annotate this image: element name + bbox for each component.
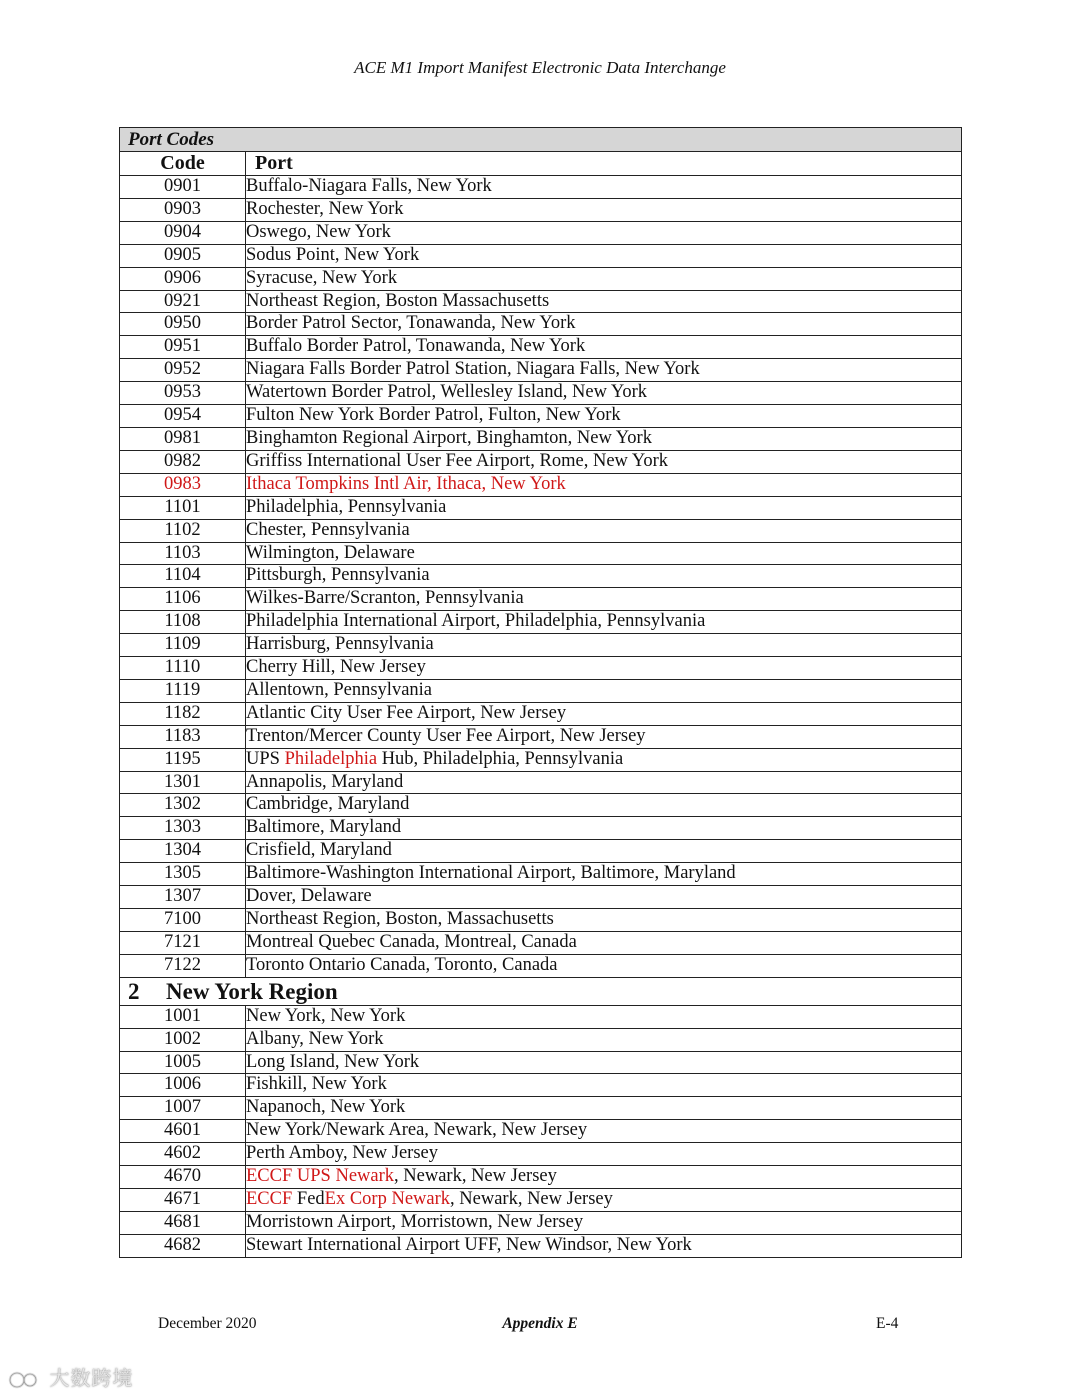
port-code-cell: 1305 xyxy=(120,863,246,886)
port-code-cell: 0950 xyxy=(120,313,246,336)
port-name-cell: Fishkill, New York xyxy=(246,1074,962,1097)
table-row xyxy=(120,611,962,634)
table-row xyxy=(120,657,962,680)
port-code-cell: 0982 xyxy=(120,450,246,473)
table-title-row xyxy=(120,128,962,152)
port-codes-table xyxy=(119,127,962,1258)
port-name-cell: New York, New York xyxy=(246,1005,962,1028)
port-code-cell: 0981 xyxy=(120,427,246,450)
port-name-cell: Harrisburg, Pennsylvania xyxy=(246,634,962,657)
watermark-logo-icon xyxy=(8,1369,42,1391)
port-name-cell: Baltimore-Washington International Airport, Baltimore, Maryland xyxy=(246,863,962,886)
port-name-segment: ECCF UPS Newark xyxy=(246,1166,395,1187)
port-name-cell: Albany, New York xyxy=(246,1028,962,1051)
port-name-cell: Niagara Falls Border Patrol Station, Niagara Falls, New York xyxy=(246,359,962,382)
port-code-cell: 7122 xyxy=(120,954,246,977)
port-code-cell: 1195 xyxy=(120,748,246,771)
port-code-cell: 4602 xyxy=(120,1143,246,1166)
port-name-cell: Perth Amboy, New Jersey xyxy=(246,1143,962,1166)
port-name-segment: Philadelphia xyxy=(284,748,378,769)
table-row xyxy=(120,1051,962,1074)
table-row xyxy=(120,1166,962,1189)
port-name-cell: Oswego, New York xyxy=(246,221,962,244)
port-name-cell: Pittsburgh, Pennsylvania xyxy=(246,565,962,588)
table-row xyxy=(120,1211,962,1234)
port-code-cell: 0952 xyxy=(120,359,246,382)
port-code-cell: 1007 xyxy=(120,1097,246,1120)
port-name-segment: UPS xyxy=(246,748,285,769)
port-name-cell: Buffalo-Niagara Falls, New York xyxy=(246,176,962,199)
port-code-cell: 1102 xyxy=(120,519,246,542)
port-name-cell: Wilmington, Delaware xyxy=(246,542,962,565)
port-name-cell: Sodus Point, New York xyxy=(246,244,962,267)
port-code-cell: 4601 xyxy=(120,1120,246,1143)
port-name-cell: Northeast Region, Boston, Massachusetts xyxy=(246,909,962,932)
table-row xyxy=(120,1143,962,1166)
port-name-cell: Dover, Delaware xyxy=(246,886,962,909)
table-row xyxy=(120,176,962,199)
region-number: 2 xyxy=(128,978,140,1004)
port-name-cell: Allentown, Pennsylvania xyxy=(246,679,962,702)
table-row xyxy=(120,450,962,473)
port-name-cell: Ithaca Tompkins Intl Air, Ithaca, New York xyxy=(246,473,962,496)
port-code-cell: 1304 xyxy=(120,840,246,863)
port-code-cell: 1104 xyxy=(120,565,246,588)
port-code-cell: 0905 xyxy=(120,244,246,267)
table-row xyxy=(120,1188,962,1211)
port-code-cell: 1183 xyxy=(120,725,246,748)
footer-page-number: E-4 xyxy=(876,1315,899,1332)
table-row xyxy=(120,427,962,450)
table-row xyxy=(120,588,962,611)
table-row xyxy=(120,336,962,359)
table-row xyxy=(120,473,962,496)
port-name-segment: Fed xyxy=(296,1188,325,1209)
port-code-cell: 1106 xyxy=(120,588,246,611)
port-code-cell: 1182 xyxy=(120,702,246,725)
port-name-cell: Long Island, New York xyxy=(246,1051,962,1074)
port-name-cell: Border Patrol Sector, Tonawanda, New York xyxy=(246,313,962,336)
port-code-cell: 1303 xyxy=(120,817,246,840)
table-row xyxy=(120,794,962,817)
table-row xyxy=(120,1097,962,1120)
table-row xyxy=(120,954,962,977)
port-code-cell: 1108 xyxy=(120,611,246,634)
port-code-cell: 7100 xyxy=(120,909,246,932)
port-name-cell: Annapolis, Maryland xyxy=(246,771,962,794)
table-row xyxy=(120,886,962,909)
port-code-cell: 1006 xyxy=(120,1074,246,1097)
port-name-cell: Atlantic City User Fee Airport, New Jersey xyxy=(246,702,962,725)
port-name-cell: Syracuse, New York xyxy=(246,267,962,290)
table-row xyxy=(120,359,962,382)
region-header-row xyxy=(120,977,962,1005)
port-code-cell: 4670 xyxy=(120,1166,246,1189)
port-name-cell: Griffiss International User Fee Airport, Rome, New York xyxy=(246,450,962,473)
table-row xyxy=(120,267,962,290)
port-code-cell: 1005 xyxy=(120,1051,246,1074)
port-code-cell: 7121 xyxy=(120,931,246,954)
column-header-row xyxy=(120,152,962,176)
port-name-cell: New York/Newark Area, Newark, New Jersey xyxy=(246,1120,962,1143)
table-row xyxy=(120,771,962,794)
port-name-cell: Baltimore, Maryland xyxy=(246,817,962,840)
table-row xyxy=(120,748,962,771)
table-row xyxy=(120,565,962,588)
port-name-cell: Toronto Ontario Canada, Toronto, Canada xyxy=(246,954,962,977)
table-row xyxy=(120,198,962,221)
table-row xyxy=(120,244,962,267)
port-name-segment: Ex Corp Newark xyxy=(324,1188,451,1209)
port-code-cell: 0951 xyxy=(120,336,246,359)
port-code-cell: 4682 xyxy=(120,1234,246,1257)
port-name-cell xyxy=(246,748,962,771)
region-name: New York Region xyxy=(166,978,338,1004)
port-name-segment: , Newark, New Jersey xyxy=(394,1166,557,1187)
table-row xyxy=(120,405,962,428)
table-row xyxy=(120,1028,962,1051)
port-name-cell: Crisfield, Maryland xyxy=(246,840,962,863)
port-name-cell: Trenton/Mercer County User Fee Airport, New Jersey xyxy=(246,725,962,748)
table-row xyxy=(120,313,962,336)
table-title: Port Codes xyxy=(120,128,962,152)
table-row xyxy=(120,290,962,313)
table-row xyxy=(120,634,962,657)
port-name-cell: Chester, Pennsylvania xyxy=(246,519,962,542)
port-code-cell: 1302 xyxy=(120,794,246,817)
port-name-cell: Cambridge, Maryland xyxy=(246,794,962,817)
table-row xyxy=(120,702,962,725)
column-header-port: Port xyxy=(246,152,962,176)
table-row xyxy=(120,542,962,565)
port-code-cell: 0906 xyxy=(120,267,246,290)
table-row xyxy=(120,519,962,542)
port-name-cell: Rochester, New York xyxy=(246,198,962,221)
port-name-cell: Watertown Border Patrol, Wellesley Island, New York xyxy=(246,382,962,405)
table-row xyxy=(120,1005,962,1028)
port-name-cell: Fulton New York Border Patrol, Fulton, New York xyxy=(246,405,962,428)
port-code-cell: 1101 xyxy=(120,496,246,519)
watermark xyxy=(8,1362,133,1391)
watermark-text: 大数跨境 xyxy=(49,1366,134,1390)
document-header-title: ACE M1 Import Manifest Electronic Data Interchange xyxy=(354,58,726,77)
port-code-cell: 0954 xyxy=(120,405,246,428)
table-row xyxy=(120,931,962,954)
port-name-segment: ECCF xyxy=(246,1188,297,1209)
port-name-cell: Stewart International Airport UFF, New Windsor, New York xyxy=(246,1234,962,1257)
port-code-cell: 1301 xyxy=(120,771,246,794)
port-code-cell: 0903 xyxy=(120,198,246,221)
table-row xyxy=(120,863,962,886)
port-name-segment: Hub, Philadelphia, Pennsylvania xyxy=(377,748,624,769)
port-name-cell: Buffalo Border Patrol, Tonawanda, New York xyxy=(246,336,962,359)
port-code-cell: 0983 xyxy=(120,473,246,496)
port-name-cell: Morristown Airport, Morristown, New Jersey xyxy=(246,1211,962,1234)
port-name-segment: , Newark, New Jersey xyxy=(450,1188,613,1209)
port-name-cell: Montreal Quebec Canada, Montreal, Canada xyxy=(246,931,962,954)
port-code-cell: 4681 xyxy=(120,1211,246,1234)
table-row xyxy=(120,1074,962,1097)
port-code-cell: 0953 xyxy=(120,382,246,405)
table-row xyxy=(120,1234,962,1257)
port-name-cell xyxy=(246,1188,962,1211)
port-code-cell: 1002 xyxy=(120,1028,246,1051)
region-header xyxy=(120,977,962,1005)
port-code-cell: 1307 xyxy=(120,886,246,909)
port-code-cell: 0904 xyxy=(120,221,246,244)
port-code-cell: 1001 xyxy=(120,1005,246,1028)
footer-date: December 2020 xyxy=(158,1315,257,1332)
port-name-cell: Wilkes-Barre/Scranton, Pennsylvania xyxy=(246,588,962,611)
table-row xyxy=(120,909,962,932)
port-name-cell: Philadelphia International Airport, Philadelphia, Pennsylvania xyxy=(246,611,962,634)
table-row xyxy=(120,817,962,840)
table-row xyxy=(120,382,962,405)
table-row xyxy=(120,221,962,244)
table-row xyxy=(120,1120,962,1143)
port-name-cell: Northeast Region, Boston Massachusetts xyxy=(246,290,962,313)
port-code-cell: 1110 xyxy=(120,657,246,680)
port-code-cell: 1119 xyxy=(120,679,246,702)
port-code-cell: 0921 xyxy=(120,290,246,313)
table-row xyxy=(120,840,962,863)
port-name-cell xyxy=(246,1166,962,1189)
table-row xyxy=(120,725,962,748)
port-name-cell: Binghamton Regional Airport, Binghamton, New York xyxy=(246,427,962,450)
port-code-cell: 4671 xyxy=(120,1188,246,1211)
table-row xyxy=(120,496,962,519)
footer-section: Appendix E xyxy=(502,1315,578,1332)
port-name-cell: Cherry Hill, New Jersey xyxy=(246,657,962,680)
port-name-cell: Philadelphia, Pennsylvania xyxy=(246,496,962,519)
column-header-code: Code xyxy=(120,152,246,176)
port-name-cell: Napanoch, New York xyxy=(246,1097,962,1120)
port-code-cell: 0901 xyxy=(120,176,246,199)
port-code-cell: 1109 xyxy=(120,634,246,657)
table-row xyxy=(120,679,962,702)
port-code-cell: 1103 xyxy=(120,542,246,565)
